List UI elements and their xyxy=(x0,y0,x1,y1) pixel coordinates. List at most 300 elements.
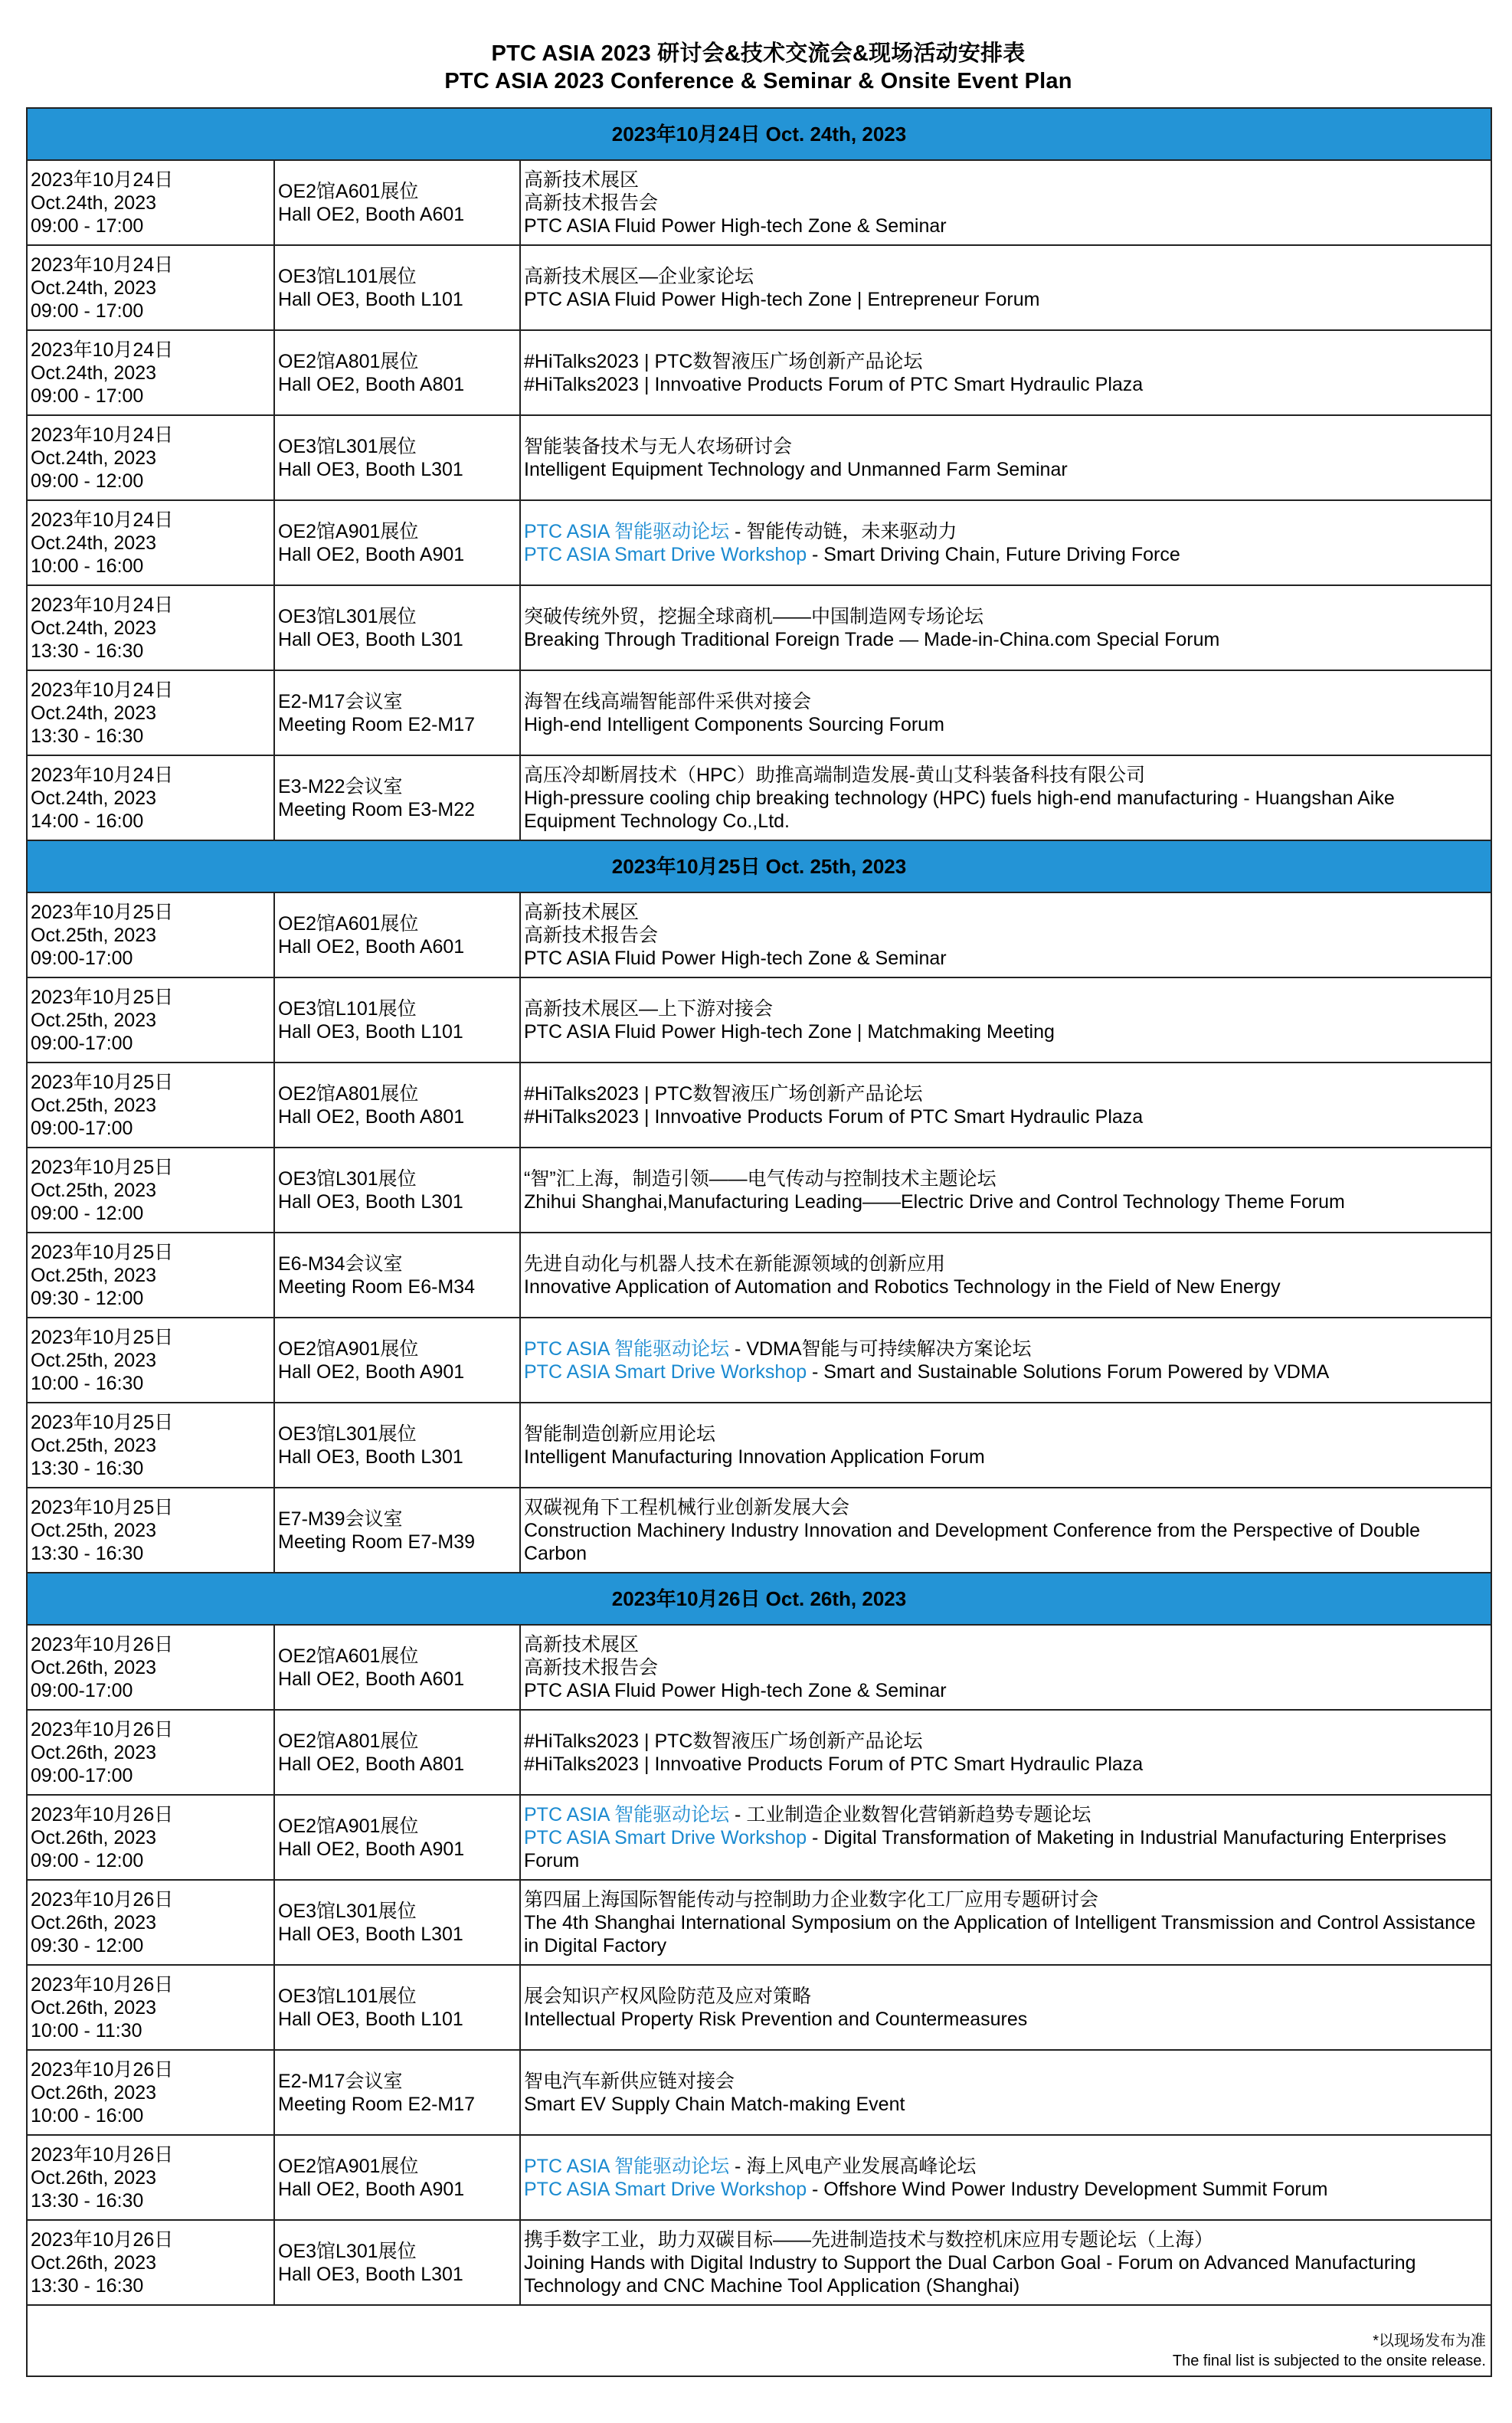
venue-english: Hall OE2, Booth A801 xyxy=(278,1753,465,1775)
event-venue-cell xyxy=(274,500,520,585)
event-datetime-cell xyxy=(27,755,274,840)
venue-chinese: OE2馆A801展位 xyxy=(278,350,419,372)
event-row xyxy=(27,1318,1491,1403)
event-title-chinese-text: - 智能传动链，未来驱动力 xyxy=(729,520,957,542)
event-time: 09:00 - 12:00 xyxy=(31,1849,144,1871)
event-title-english xyxy=(524,1446,1487,1469)
event-time: 13:30 - 16:30 xyxy=(31,640,144,662)
venue-english: Hall OE2, Booth A601 xyxy=(278,203,465,225)
event-title-english xyxy=(524,2093,1487,2116)
event-title-chinese xyxy=(524,1730,1487,1753)
event-title-chinese xyxy=(524,1633,1487,1656)
event-title-english-text: - Smart Driving Chain, Future Driving Force xyxy=(807,543,1180,565)
event-title-chinese xyxy=(524,2155,1487,2178)
event-datetime-cell xyxy=(27,1625,274,1710)
event-venue-cell xyxy=(274,1063,520,1148)
event-time: 09:00-17:00 xyxy=(31,1032,133,1054)
event-time: 09:00-17:00 xyxy=(31,1764,133,1786)
event-datetime-cell xyxy=(27,2050,274,2135)
event-title-chinese xyxy=(524,1803,1487,1826)
title-block xyxy=(26,0,1491,101)
event-title-english-text: #HiTalks2023 | Innvoative Products Forum of PTC Smart Hydraulic Plaza xyxy=(524,373,1144,395)
event-title-english-text: - Smart and Sustainable Solutions Forum Powered by VDMA xyxy=(807,1360,1330,1383)
event-row xyxy=(27,2220,1491,2305)
event-time: 13:30 - 16:30 xyxy=(31,1542,144,1564)
event-title-english-text: #HiTalks2023 | Innvoative Products Forum of PTC Smart Hydraulic Plaza xyxy=(524,1753,1144,1775)
venue-chinese: OE2馆A601展位 xyxy=(278,912,419,935)
event-date: Oct.26th, 2023 xyxy=(31,2081,157,2104)
event-title-english xyxy=(524,1753,1487,1776)
event-row xyxy=(27,892,1491,977)
event-title-english xyxy=(524,1275,1487,1298)
event-datetime-cell xyxy=(27,1880,274,1965)
event-title-english-text: - Digital Transformation of Maketing in Industrial Manufacturing Enterprises Forum xyxy=(524,1826,1447,1871)
event-title-chinese xyxy=(524,1496,1487,1519)
event-datetime-cell xyxy=(27,245,274,330)
event-row xyxy=(27,1880,1491,1965)
event-title-english xyxy=(524,2178,1487,2201)
event-title-cell xyxy=(520,585,1491,670)
event-date: 2023年10月26日 xyxy=(31,1973,174,1996)
event-title-cell xyxy=(520,1965,1491,2050)
event-title-chinese-text: #HiTalks2023 | PTC数智液压广场创新产品论坛 xyxy=(524,1082,923,1105)
event-title-chinese-text: 高新技术展区 xyxy=(524,901,640,923)
event-title-chinese-text: “智”汇上海，制造引领——电气传动与控制技术主题论坛 xyxy=(524,1167,997,1190)
event-title-english xyxy=(524,1020,1487,1043)
event-title-cell xyxy=(520,755,1491,840)
event-date: 2023年10月25日 xyxy=(31,1156,174,1178)
event-date: Oct.24th, 2023 xyxy=(31,192,157,214)
venue-chinese: OE2馆A601展位 xyxy=(278,1645,419,1667)
event-date: Oct.24th, 2023 xyxy=(31,617,157,639)
footnote-english: The final list is subjected to the onsite release. xyxy=(1172,2353,1486,2369)
event-time: 13:30 - 16:30 xyxy=(31,1457,144,1479)
event-datetime-cell xyxy=(27,160,274,245)
event-title-english xyxy=(524,1190,1487,1213)
venue-english: Hall OE3, Booth L301 xyxy=(278,1923,463,1945)
event-venue-cell xyxy=(274,585,520,670)
event-title-english-text: The 4th Shanghai International Symposium on the Application of Intelligent Transmission and Control Assistance in Digital Factory xyxy=(524,1911,1476,1956)
event-title-cell xyxy=(520,245,1491,330)
event-title-english-text: Breaking Through Traditional Foreign Trade — Made-in-China.com Special Forum xyxy=(524,628,1220,650)
workshop-brand-chinese: PTC ASIA 智能驱动论坛 xyxy=(524,520,730,542)
day-header-row xyxy=(27,840,1491,892)
event-title-cell xyxy=(520,2135,1491,2220)
event-title-chinese-text: 携手数字工业，助力双碳目标——先进制造技术与数控机床应用专题论坛（上海） xyxy=(524,2228,1214,2251)
event-date: 2023年10月25日 xyxy=(31,901,174,923)
event-venue-cell xyxy=(274,2050,520,2135)
event-title-english-line2: PTC ASIA Fluid Power High-tech Zone & Seminar xyxy=(524,1679,947,1701)
event-date: 2023年10月26日 xyxy=(31,1718,174,1740)
event-title-cell xyxy=(520,1880,1491,1965)
event-title-cell xyxy=(520,2050,1491,2135)
event-date: Oct.26th, 2023 xyxy=(31,1911,157,1933)
event-title-english xyxy=(524,543,1487,566)
event-datetime-cell xyxy=(27,1063,274,1148)
event-title-chinese-text: 第四届上海国际智能传动与控制助力企业数字化工厂应用专题研讨会 xyxy=(524,1888,1099,1911)
event-title-english xyxy=(524,1360,1487,1383)
event-time: 13:30 - 16:30 xyxy=(31,725,144,747)
event-date: Oct.25th, 2023 xyxy=(31,1179,157,1201)
event-title-chinese-text: #HiTalks2023 | PTC数智液压广场创新产品论坛 xyxy=(524,1730,923,1752)
workshop-brand-english: PTC ASIA Smart Drive Workshop xyxy=(524,1826,807,1848)
event-row xyxy=(27,500,1491,585)
event-venue-cell xyxy=(274,1965,520,2050)
footnote xyxy=(27,2305,1491,2376)
event-date: 2023年10月24日 xyxy=(31,509,174,531)
event-date: 2023年10月24日 xyxy=(31,424,174,446)
event-title-chinese xyxy=(524,1082,1487,1105)
venue-english: Hall OE2, Booth A901 xyxy=(278,1838,465,1860)
event-date: Oct.26th, 2023 xyxy=(31,1656,157,1678)
event-venue-cell xyxy=(274,1318,520,1403)
day-header-row xyxy=(27,108,1491,160)
event-venue-cell xyxy=(274,977,520,1063)
event-venue-cell xyxy=(274,330,520,415)
event-title-chinese xyxy=(524,1167,1487,1190)
event-row xyxy=(27,1233,1491,1318)
event-title-english-text: Construction Machinery Industry Innovation and Development Conference from the Perspective of Double Carbon xyxy=(524,1519,1421,1564)
event-title-cell xyxy=(520,330,1491,415)
event-venue-cell xyxy=(274,2220,520,2305)
event-title-chinese-text: 高新技术展区—企业家论坛 xyxy=(524,265,754,287)
event-date: Oct.26th, 2023 xyxy=(31,2166,157,2189)
event-title-cell xyxy=(520,2220,1491,2305)
event-venue-cell xyxy=(274,2135,520,2220)
event-title-chinese-text: 智能装备技术与无人农场研讨会 xyxy=(524,435,793,457)
venue-english: Hall OE2, Booth A901 xyxy=(278,543,465,565)
event-title-cell xyxy=(520,1488,1491,1573)
event-title-english-text: - Offshore Wind Power Industry Development Summit Forum xyxy=(807,2178,1328,2200)
event-title-chinese-text: - 海上风电产业发展高峰论坛 xyxy=(729,2155,977,2177)
event-title-chinese-text: 展会知识产权风险防范及应对策略 xyxy=(524,1985,812,2007)
event-datetime-cell xyxy=(27,892,274,977)
event-time: 09:00-17:00 xyxy=(31,1679,133,1701)
event-venue-cell xyxy=(274,245,520,330)
venue-english: Hall OE3, Booth L101 xyxy=(278,288,463,310)
venue-chinese: E7-M39会议室 xyxy=(278,1508,403,1530)
event-title-english-text: Smart EV Supply Chain Match-making Event xyxy=(524,2093,905,2115)
event-title-english xyxy=(524,628,1487,651)
event-title-chinese xyxy=(524,1252,1487,1275)
event-title-chinese xyxy=(524,605,1487,628)
footnote-chinese: *以现场发布为准 xyxy=(1373,2333,1486,2349)
event-title-english xyxy=(524,1911,1487,1957)
event-venue-cell xyxy=(274,670,520,755)
event-datetime-cell xyxy=(27,1403,274,1488)
event-time: 10:00 - 11:30 xyxy=(31,2019,142,2042)
event-title-cell xyxy=(520,892,1491,977)
event-title-english xyxy=(524,1105,1487,1128)
event-date: 2023年10月25日 xyxy=(31,1071,174,1093)
event-time: 09:30 - 12:00 xyxy=(31,1287,144,1309)
workshop-brand-english: PTC ASIA Smart Drive Workshop xyxy=(524,543,807,565)
event-title-chinese xyxy=(524,901,1487,924)
venue-chinese: OE3馆L301展位 xyxy=(278,605,417,627)
event-title-english-text: PTC ASIA Fluid Power High-tech Zone | Entrepreneur Forum xyxy=(524,288,1040,310)
event-venue-cell xyxy=(274,1880,520,1965)
event-title-chinese xyxy=(524,997,1487,1020)
event-date: 2023年10月25日 xyxy=(31,1326,174,1348)
event-row xyxy=(27,1063,1491,1148)
workshop-brand-english: PTC ASIA Smart Drive Workshop xyxy=(524,1360,807,1383)
event-datetime-cell xyxy=(27,585,274,670)
event-title-english xyxy=(524,1826,1487,1872)
venue-chinese: OE2馆A901展位 xyxy=(278,1338,419,1360)
venue-chinese: OE3馆L301展位 xyxy=(278,1423,417,1445)
event-date: 2023年10月26日 xyxy=(31,1888,174,1911)
workshop-brand-chinese: PTC ASIA 智能驱动论坛 xyxy=(524,2155,730,2177)
event-title-chinese xyxy=(524,169,1487,192)
event-title-english xyxy=(524,2251,1487,2297)
event-title-english xyxy=(524,713,1487,736)
workshop-brand-chinese: PTC ASIA 智能驱动论坛 xyxy=(524,1803,730,1825)
venue-english: Hall OE3, Booth L101 xyxy=(278,2008,463,2030)
event-title-cell xyxy=(520,1403,1491,1488)
event-title-english-text: 高新技术报告会 xyxy=(524,924,659,946)
event-date: 2023年10月25日 xyxy=(31,1411,174,1433)
event-row xyxy=(27,1625,1491,1710)
venue-chinese: OE2馆A901展位 xyxy=(278,2155,419,2177)
venue-chinese: E3-M22会议室 xyxy=(278,775,403,797)
event-time: 09:00 - 12:00 xyxy=(31,1202,144,1224)
footnote-row xyxy=(27,2305,1491,2376)
event-row xyxy=(27,1403,1491,1488)
event-row xyxy=(27,977,1491,1063)
venue-english: Hall OE2, Booth A801 xyxy=(278,1105,465,1128)
event-time: 09:00 - 17:00 xyxy=(31,300,144,322)
event-date: Oct.25th, 2023 xyxy=(31,1094,157,1116)
event-title-chinese xyxy=(524,2228,1487,2251)
event-title-english xyxy=(524,924,1487,947)
event-date: Oct.26th, 2023 xyxy=(31,1996,157,2019)
event-title-chinese xyxy=(524,1985,1487,2008)
venue-english: Hall OE3, Booth L301 xyxy=(278,628,463,650)
event-row xyxy=(27,245,1491,330)
event-datetime-cell xyxy=(27,1965,274,2050)
event-time: 10:00 - 16:30 xyxy=(31,1372,144,1394)
event-date: Oct.25th, 2023 xyxy=(31,924,157,946)
event-date: 2023年10月26日 xyxy=(31,2143,174,2166)
event-datetime-cell xyxy=(27,2220,274,2305)
venue-english: Hall OE2, Booth A901 xyxy=(278,2178,465,2200)
venue-english: Hall OE3, Booth L301 xyxy=(278,1190,463,1213)
event-venue-cell xyxy=(274,1710,520,1795)
event-title-english xyxy=(524,1656,1487,1679)
event-venue-cell xyxy=(274,755,520,840)
event-row xyxy=(27,670,1491,755)
event-venue-cell xyxy=(274,160,520,245)
event-title-english-text: Intellectual Property Risk Prevention and Countermeasures xyxy=(524,2008,1028,2030)
event-title-chinese-text: 高新技术展区 xyxy=(524,1633,640,1655)
event-row xyxy=(27,415,1491,500)
event-title-english-line2: PTC ASIA Fluid Power High-tech Zone & Seminar xyxy=(524,947,947,969)
event-title-chinese-text: - VDMA智能与可持续解决方案论坛 xyxy=(729,1338,1032,1360)
event-title-english-text: Intelligent Equipment Technology and Unmanned Farm Seminar xyxy=(524,458,1068,480)
event-title-chinese-text: - 工业制造企业数智化营销新趋势专题论坛 xyxy=(729,1803,1091,1825)
venue-english: Meeting Room E3-M22 xyxy=(278,798,476,820)
event-title-english-text: High-end Intelligent Components Sourcing Forum xyxy=(524,713,944,735)
event-venue-cell xyxy=(274,1148,520,1233)
event-title-chinese-text: 海智在线高端智能部件采供对接会 xyxy=(524,690,812,712)
event-date: Oct.25th, 2023 xyxy=(31,1349,157,1371)
event-title-english xyxy=(524,2008,1487,2031)
venue-english: Meeting Room E6-M34 xyxy=(278,1275,476,1298)
event-venue-cell xyxy=(274,1795,520,1880)
event-time: 09:00-17:00 xyxy=(31,1117,133,1139)
event-time: 10:00 - 16:00 xyxy=(31,2104,144,2127)
venue-english: Hall OE2, Booth A901 xyxy=(278,1360,465,1383)
venue-chinese: OE3馆L301展位 xyxy=(278,1900,417,1922)
event-title-cell xyxy=(520,160,1491,245)
day-header: 2023年10月26日 Oct. 26th, 2023 xyxy=(27,1573,1491,1625)
venue-english: Hall OE2, Booth A801 xyxy=(278,373,465,395)
event-title-chinese xyxy=(524,435,1487,458)
event-date: Oct.26th, 2023 xyxy=(31,1826,157,1848)
title-chinese: PTC ASIA 2023 研讨会&技术交流会&现场活动安排表 xyxy=(491,41,1026,66)
event-date: 2023年10月24日 xyxy=(31,254,174,276)
event-datetime-cell xyxy=(27,670,274,755)
event-date: 2023年10月26日 xyxy=(31,2228,174,2251)
event-time: 09:00 - 12:00 xyxy=(31,470,144,492)
event-date: Oct.24th, 2023 xyxy=(31,532,157,554)
event-date: 2023年10月25日 xyxy=(31,1496,174,1518)
event-title-cell xyxy=(520,670,1491,755)
event-title-english xyxy=(524,787,1487,833)
event-date: Oct.25th, 2023 xyxy=(31,1519,157,1541)
event-row xyxy=(27,2135,1491,2220)
event-date: Oct.24th, 2023 xyxy=(31,362,157,384)
venue-english: Meeting Room E2-M17 xyxy=(278,713,476,735)
venue-chinese: OE2馆A901展位 xyxy=(278,520,419,542)
workshop-brand-english: PTC ASIA Smart Drive Workshop xyxy=(524,2178,807,2200)
event-title-english-text: Zhihui Shanghai,Manufacturing Leading——Electric Drive and Control Technology Theme Forum xyxy=(524,1190,1345,1213)
venue-english: Hall OE3, Booth L301 xyxy=(278,458,463,480)
event-date: Oct.25th, 2023 xyxy=(31,1009,157,1031)
venue-english: Meeting Room E2-M17 xyxy=(278,2093,476,2115)
event-date: 2023年10月26日 xyxy=(31,1633,174,1655)
event-time: 10:00 - 16:00 xyxy=(31,555,144,577)
venue-english: Hall OE3, Booth L301 xyxy=(278,2263,463,2285)
event-datetime-cell xyxy=(27,977,274,1063)
event-date: Oct.26th, 2023 xyxy=(31,1741,157,1763)
event-title-chinese xyxy=(524,520,1487,543)
event-row xyxy=(27,755,1491,840)
event-venue-cell xyxy=(274,1233,520,1318)
event-datetime-cell xyxy=(27,330,274,415)
event-datetime-cell xyxy=(27,1233,274,1318)
event-datetime-cell xyxy=(27,415,274,500)
event-title-chinese-text: #HiTalks2023 | PTC数智液压广场创新产品论坛 xyxy=(524,350,923,372)
title-english: PTC ASIA 2023 Conference & Seminar & Onsite Event Plan xyxy=(444,69,1072,93)
event-date: 2023年10月25日 xyxy=(31,986,174,1008)
event-title-english xyxy=(524,458,1487,481)
event-title-english-text: #HiTalks2023 | Innvoative Products Forum of PTC Smart Hydraulic Plaza xyxy=(524,1105,1144,1128)
event-date: 2023年10月26日 xyxy=(31,2058,174,2081)
event-title-chinese-text: 突破传统外贸，挖掘全球商机——中国制造网专场论坛 xyxy=(524,605,984,627)
event-title-cell xyxy=(520,1233,1491,1318)
event-title-english-text: 高新技术报告会 xyxy=(524,192,659,214)
event-title-english-text: Joining Hands with Digital Industry to Support the Dual Carbon Goal - Forum on Advanced Manufacturing Technology and CNC Machine Tool Application (Shanghai) xyxy=(524,2251,1416,2297)
event-date: Oct.24th, 2023 xyxy=(31,787,157,809)
event-title-cell xyxy=(520,1148,1491,1233)
event-row xyxy=(27,585,1491,670)
event-time: 14:00 - 16:00 xyxy=(31,810,144,832)
event-title-chinese-text: 双碳视角下工程机械行业创新发展大会 xyxy=(524,1496,850,1518)
event-date: 2023年10月26日 xyxy=(31,1803,174,1825)
venue-chinese: OE2馆A901展位 xyxy=(278,1815,419,1837)
event-title-cell xyxy=(520,1710,1491,1795)
event-title-chinese xyxy=(524,764,1487,787)
venue-chinese: OE2馆A801展位 xyxy=(278,1730,419,1752)
event-title-chinese xyxy=(524,2070,1487,2093)
event-date: Oct.25th, 2023 xyxy=(31,1434,157,1456)
event-title-cell xyxy=(520,415,1491,500)
event-title-english xyxy=(524,192,1487,214)
event-title-cell xyxy=(520,977,1491,1063)
venue-chinese: OE2馆A601展位 xyxy=(278,180,419,202)
venue-chinese: OE3馆L301展位 xyxy=(278,1167,417,1190)
event-date: 2023年10月25日 xyxy=(31,1241,174,1263)
venue-chinese: E2-M17会议室 xyxy=(278,2070,403,2092)
event-title-english xyxy=(524,1519,1487,1565)
event-title-english-text: High-pressure cooling chip breaking technology (HPC) fuels high-end manufacturing - Huangshan Aike Equipment Technology Co.,Ltd. xyxy=(524,787,1395,832)
day-header-row xyxy=(27,1573,1491,1625)
event-date: Oct.24th, 2023 xyxy=(31,277,157,299)
event-title-cell xyxy=(520,1318,1491,1403)
day-header: 2023年10月24日 Oct. 24th, 2023 xyxy=(27,108,1491,160)
event-date: Oct.25th, 2023 xyxy=(31,1264,157,1286)
venue-chinese: OE3馆L101展位 xyxy=(278,265,417,287)
event-title-cell xyxy=(520,500,1491,585)
event-date: 2023年10月24日 xyxy=(31,339,174,361)
event-time: 09:00 - 17:00 xyxy=(31,385,144,407)
event-venue-cell xyxy=(274,415,520,500)
venue-chinese: OE3馆L101展位 xyxy=(278,1985,417,2007)
venue-chinese: OE3馆L301展位 xyxy=(278,2240,417,2262)
event-date: Oct.24th, 2023 xyxy=(31,447,157,469)
event-title-cell xyxy=(520,1625,1491,1710)
event-date: Oct.26th, 2023 xyxy=(31,2251,157,2274)
event-venue-cell xyxy=(274,1625,520,1710)
event-datetime-cell xyxy=(27,1318,274,1403)
event-title-english-text: PTC ASIA Fluid Power High-tech Zone | Matchmaking Meeting xyxy=(524,1020,1055,1043)
venue-chinese: E2-M17会议室 xyxy=(278,690,403,712)
event-row xyxy=(27,1795,1491,1880)
event-venue-cell xyxy=(274,892,520,977)
venue-english: Meeting Room E7-M39 xyxy=(278,1531,476,1553)
event-title-chinese xyxy=(524,1423,1487,1446)
event-title-english xyxy=(524,288,1487,311)
event-datetime-cell xyxy=(27,500,274,585)
workshop-brand-chinese: PTC ASIA 智能驱动论坛 xyxy=(524,1338,730,1360)
event-datetime-cell xyxy=(27,1795,274,1880)
event-time: 13:30 - 16:30 xyxy=(31,2274,144,2297)
event-title-english-text: 高新技术报告会 xyxy=(524,1656,659,1678)
event-date: 2023年10月24日 xyxy=(31,764,174,786)
event-datetime-cell xyxy=(27,1710,274,1795)
event-date: Oct.24th, 2023 xyxy=(31,702,157,724)
event-title-chinese-text: 高新技术展区—上下游对接会 xyxy=(524,997,774,1020)
event-row xyxy=(27,160,1491,245)
event-time: 09:00-17:00 xyxy=(31,947,133,969)
event-title-english-text: Innovative Application of Automation and Robotics Technology in the Field of New Energy xyxy=(524,1275,1281,1298)
event-row xyxy=(27,1488,1491,1573)
venue-english: Hall OE2, Booth A601 xyxy=(278,935,465,958)
event-title-english xyxy=(524,373,1487,396)
event-title-chinese-text: 高压冷却断屑技术（HPC）助推高端制造发展-黄山艾科装备科技有限公司 xyxy=(524,764,1146,786)
event-datetime-cell xyxy=(27,1488,274,1573)
